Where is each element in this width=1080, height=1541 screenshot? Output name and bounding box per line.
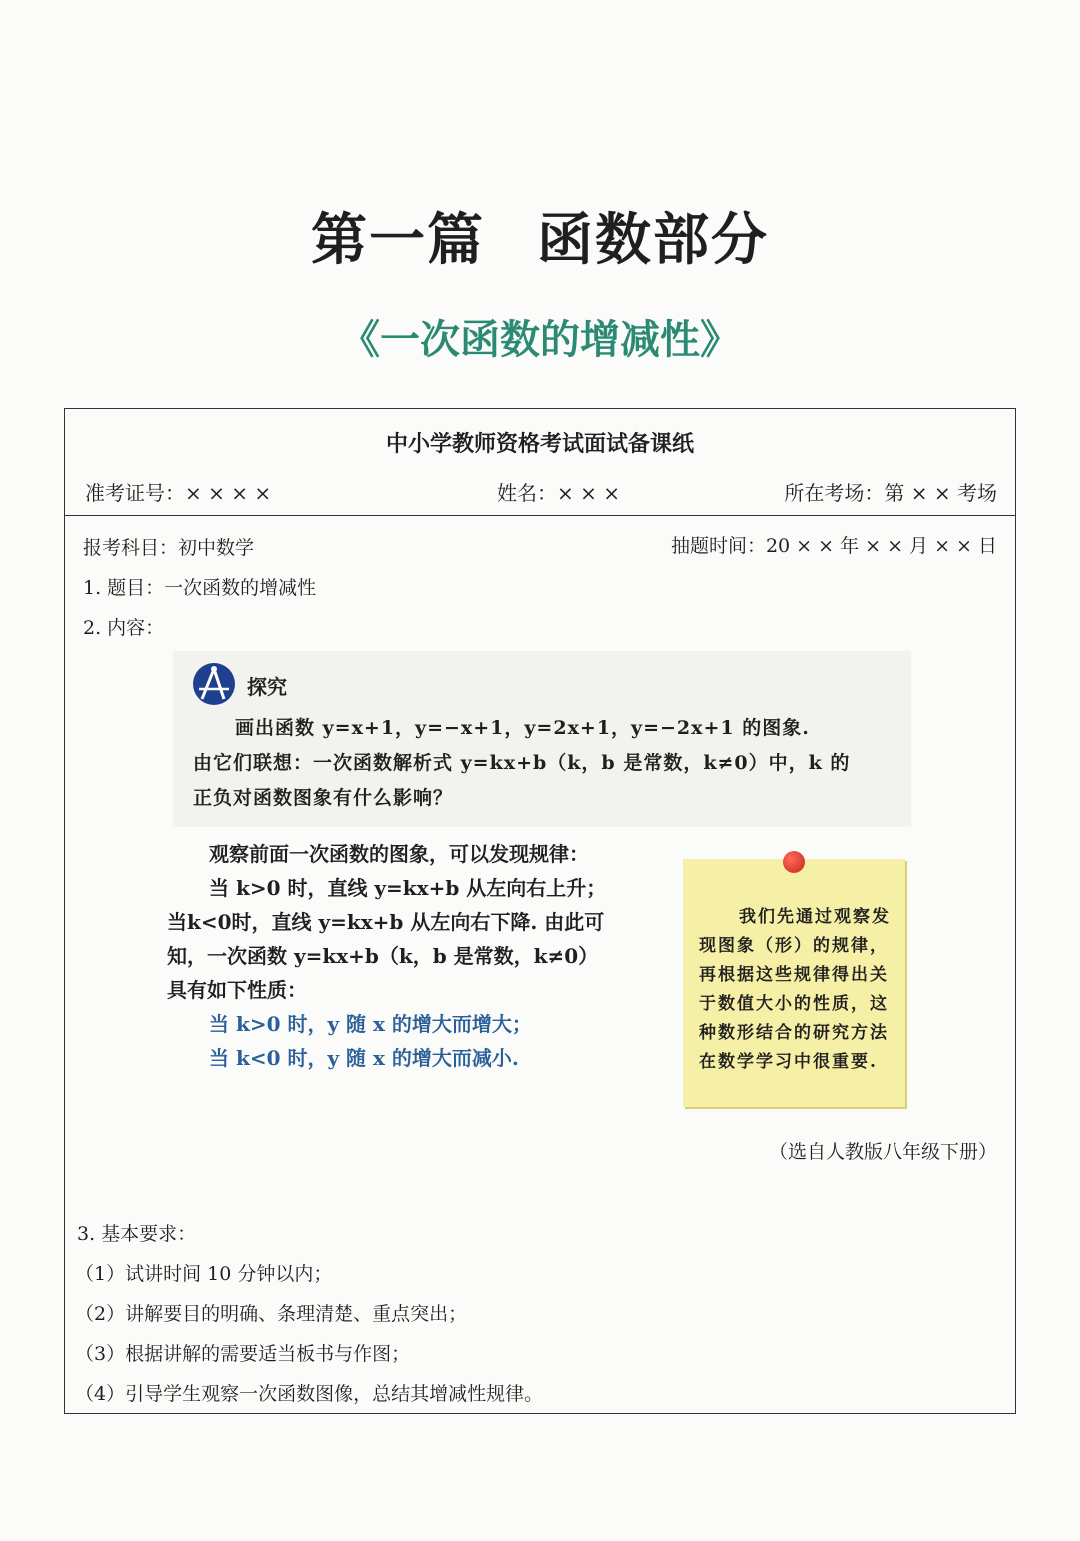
explore-line-3: 正负对函数图象有什么影响？: [193, 787, 454, 809]
sheet-title: 中小学教师资格考试面试备课纸: [385, 431, 694, 457]
requirement-item: （4）引导学生观察一次函数图像，总结其增减性规律。: [75, 1383, 544, 1405]
lesson-prep-sheet: [64, 408, 1016, 1414]
sheet-header: [65, 409, 1015, 516]
note-text: 我们先通过观察发现图象（形）的规律，再根据这些规律得出关于数值大小的性质，这种数形结合的研究方法在数学学习中很重要.: [699, 907, 891, 1072]
topic-line: 1. 题目：一次函数的增减性: [83, 577, 317, 599]
requirements-label: 3. 基本要求：: [77, 1223, 197, 1245]
content-label: 2. 内容：: [83, 617, 165, 639]
explore-box: [173, 651, 911, 827]
explore-text: [193, 711, 893, 816]
part-title-number: 第一篇: [311, 207, 485, 273]
pushpin-icon: [783, 851, 805, 873]
explore-compass-icon: [193, 663, 235, 705]
part-title: [0, 196, 1080, 276]
observe-line-1: 观察前面一次函数的图象，可以发现规律：: [209, 842, 589, 866]
candidate-name-field: 姓名：× × ×: [497, 481, 620, 505]
source-citation: （选自人教版八年级下册）: [768, 1141, 997, 1163]
requirement-item: （1）试讲时间 10 分钟以内；: [75, 1263, 333, 1285]
explore-line-2: 由它们联想：一次函数解析式 y=kx+b（k，b 是常数，k≠0）中，k 的: [193, 752, 851, 774]
property-decreasing: 当 k<0 时，y 随 x 的增大而减小.: [209, 1046, 519, 1070]
lesson-title: 《一次函数的增减性》: [340, 316, 740, 363]
sticky-note: [683, 859, 905, 1107]
observe-line-3: 当k<0时，直线 y=kx+b 从左向右下降. 由此可: [167, 910, 605, 934]
explore-line-1: 画出函数 y=x+1，y=−x+1，y=2x+1，y=−2x+1 的图象.: [235, 717, 810, 739]
explore-label: 探究: [247, 675, 287, 699]
requirement-item: （2）讲解要目的明确、条理清楚、重点突出；: [75, 1303, 468, 1325]
draw-time-field: 抽题时间：20 × × 年 × × 月 × × 日: [670, 535, 997, 557]
observe-line-4: 知，一次函数 y=kx+b（k，b 是常数，k≠0）: [167, 944, 599, 968]
observe-line-2: 当 k>0 时，直线 y=kx+b 从左向右上升；: [209, 876, 607, 900]
observation-text: [167, 837, 647, 1075]
exam-room-field: 所在考场：第 × × 考场: [784, 481, 997, 505]
exam-id-field: 准考证号：× × × ×: [85, 481, 272, 505]
subject-field: 报考科目：初中数学: [83, 537, 255, 559]
part-title-name: 函数部分: [537, 207, 769, 273]
requirement-item: （3）根据讲解的需要适当板书与作图；: [75, 1343, 411, 1365]
property-increasing: 当 k>0 时，y 随 x 的增大而增大；: [209, 1012, 532, 1036]
observe-line-5: 具有如下性质：: [167, 978, 307, 1002]
